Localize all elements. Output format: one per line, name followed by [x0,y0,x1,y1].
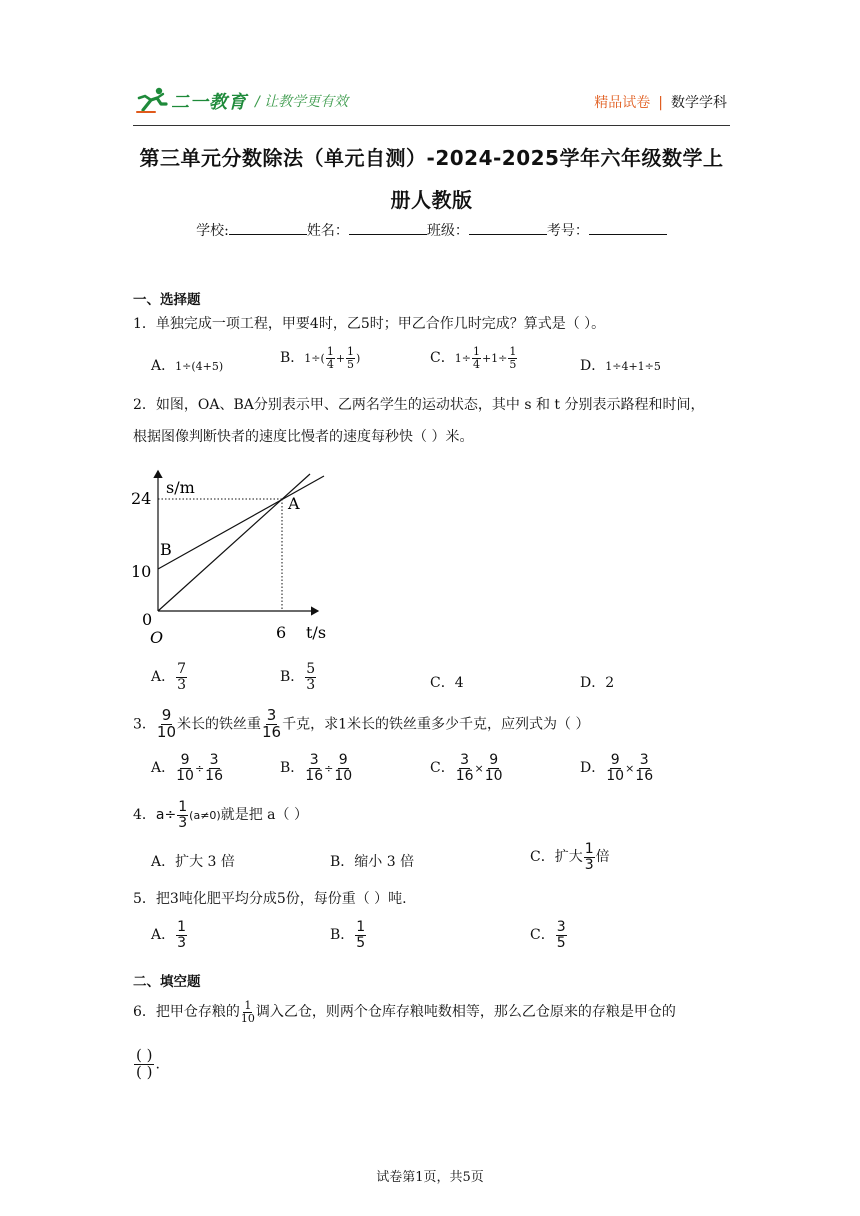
logo-runner-icon [135,86,171,114]
q5-option-c[interactable]: C． $\frac{3}{5}$ [530,919,566,951]
class-label: 班级： [426,223,469,239]
q2-text-line2: 根据图像判断快者的速度比慢者的速度每秒快（ ）米。 [133,429,474,445]
page-title-line2: 册人教版 [390,188,473,212]
fraction: $\frac{3}{16}$ [635,752,654,784]
fraction: $\frac{3}{16}$ [455,752,474,784]
q4-option-c[interactable]: C．扩大 $\frac{1}{3}$ 倍 [530,841,610,873]
q6-answer-blank[interactable]: $\frac{( )}{( )}$ . [136,1046,160,1081]
fraction: $\frac{1}{5}$ [356,919,366,951]
page-footer: 试卷第1页，共5页 [376,1170,484,1185]
fraction: $\frac{9}{10}$ [334,752,353,784]
tick-0: 0 [142,610,153,629]
exam-no-blank[interactable] [589,222,667,235]
class-blank[interactable] [469,222,547,235]
fraction: $\frac{3}{5}$ [556,919,566,951]
school-blank[interactable] [229,222,307,235]
fraction: $\frac{1}{5}$ [509,345,517,371]
school-label: 学校: [196,223,229,239]
slogan: / 让教学更有效 [255,94,349,110]
tick-10: 10 [131,562,152,581]
q1-option-b[interactable]: B．1÷( $\frac{1}{4}$ + $\frac{1}{5}$ ) [280,345,361,371]
x-unit-label: t/s [306,623,327,642]
fraction: $\frac{5}{3}$ [306,661,316,693]
q3-option-b[interactable]: B． $\frac{3}{16}$ ÷ $\frac{9}{10}$ [280,752,353,784]
q2-option-b[interactable]: B． $\frac{5}{3}$ [280,661,316,693]
q3-option-d[interactable]: D． $\frac{9}{10}$ × $\frac{3}{16}$ [580,752,654,784]
section-choice: 一、选择题 [133,292,201,308]
q3-option-a[interactable]: A． $\frac{9}{10}$ ÷ $\frac{3}{16}$ [151,752,223,784]
fraction: $\frac{3}{16}$ [262,706,282,741]
q1-option-a[interactable]: A．1÷(4+5) [151,358,224,374]
q6-text: 6．把甲仓存粮的 $\frac{1}{10}$ 调入乙仓，则两个仓库存粮吨数相等，那么乙仓原来的存粮是甲仓的 [133,999,676,1025]
fraction: $\frac{1}{10}$ [240,999,255,1025]
tick-24: 24 [131,489,152,508]
name-blank[interactable] [349,222,427,235]
q4-option-b[interactable]: B．缩小 3 倍 [330,854,415,870]
q1-option-d[interactable]: D．1÷4+1÷5 [580,358,661,374]
fraction: $\frac{9}{10}$ [176,752,194,784]
header-rule [133,125,730,126]
q1-text: 1．单独完成一项工程，甲要4时，乙5时；甲乙合作几时完成？算式是（ ）。 [133,316,606,332]
student-info [133,220,730,240]
page-title-line1: 第三单元分数除法（单元自测）-2024-2025学年六年级数学上 [139,146,724,170]
q2-graph [128,465,338,650]
logo-text: 二一教育 [171,92,247,113]
q5-text: 5．把3吨化肥平均分成5份，每份重（ ）吨. [133,891,407,907]
q2-text-line1: 2．如图，OA、BA分别表示甲、乙两名学生的运动状态，其中 s 和 t 分别表示路程和时间， [133,397,705,413]
section-fill-blank: 二、填空题 [133,974,201,990]
y-unit-label: s/m [166,478,195,497]
q5-option-a[interactable]: A． $\frac{1}{3}$ [151,919,187,951]
q4-option-a[interactable]: A．扩大 3 倍 [151,854,235,870]
fraction: $\frac{1}{3}$ [177,919,187,951]
header-tag: 精品试卷 [594,95,651,111]
q2-option-d[interactable]: D．2 [580,675,615,691]
origin-label: O [150,628,164,647]
header-subject [594,92,727,112]
fraction: $\frac{9}{10}$ [156,706,177,741]
q3-text: 3． $\frac{9}{10}$ 米长的铁丝重 $\frac{3}{16}$ 千克，求1米长的铁丝重多少千克，应列式为（ ） [133,706,590,741]
fraction: $\frac{7}{3}$ [177,661,187,693]
point-a-label: A [288,494,300,513]
q3-option-c[interactable]: C． $\frac{3}{16}$ × $\frac{9}{10}$ [430,752,503,784]
name-label: 姓名： [306,223,349,239]
fraction: $\frac{9}{10}$ [606,752,625,784]
point-b-label: B [160,540,172,559]
exam-no-label: 考号： [546,223,589,239]
fraction: $\frac{1}{4}$ [472,345,480,371]
q2-option-c[interactable]: C．4 [430,675,464,691]
fraction: $\frac{3}{16}$ [205,752,223,784]
q1-option-c[interactable]: C．1÷ $\frac{1}{4}$ +1÷ $\frac{1}{5}$ [430,345,517,371]
fraction: $\frac{1}{5}$ [347,345,355,371]
fraction: $\frac{1}{4}$ [326,345,334,371]
header-subject-label: 数学学科 [671,95,727,111]
fraction: $\frac{9}{10}$ [484,752,503,784]
q2-option-a[interactable]: A． $\frac{7}{3}$ [151,661,187,693]
header-separator: | [658,95,663,111]
answer-fraction[interactable]: $\frac{( )}{( )}$ [136,1046,153,1081]
q4-text: 4．a÷ $\frac{1}{3}$ (a≠0)就是把 a（ ） [133,799,308,831]
fraction: $\frac{1}{3}$ [584,841,594,873]
tick-6: 6 [276,623,287,642]
fraction: $\frac{3}{16}$ [305,752,324,784]
fraction: $\frac{1}{3}$ [178,799,188,831]
q5-option-b[interactable]: B． $\frac{1}{5}$ [330,919,366,951]
